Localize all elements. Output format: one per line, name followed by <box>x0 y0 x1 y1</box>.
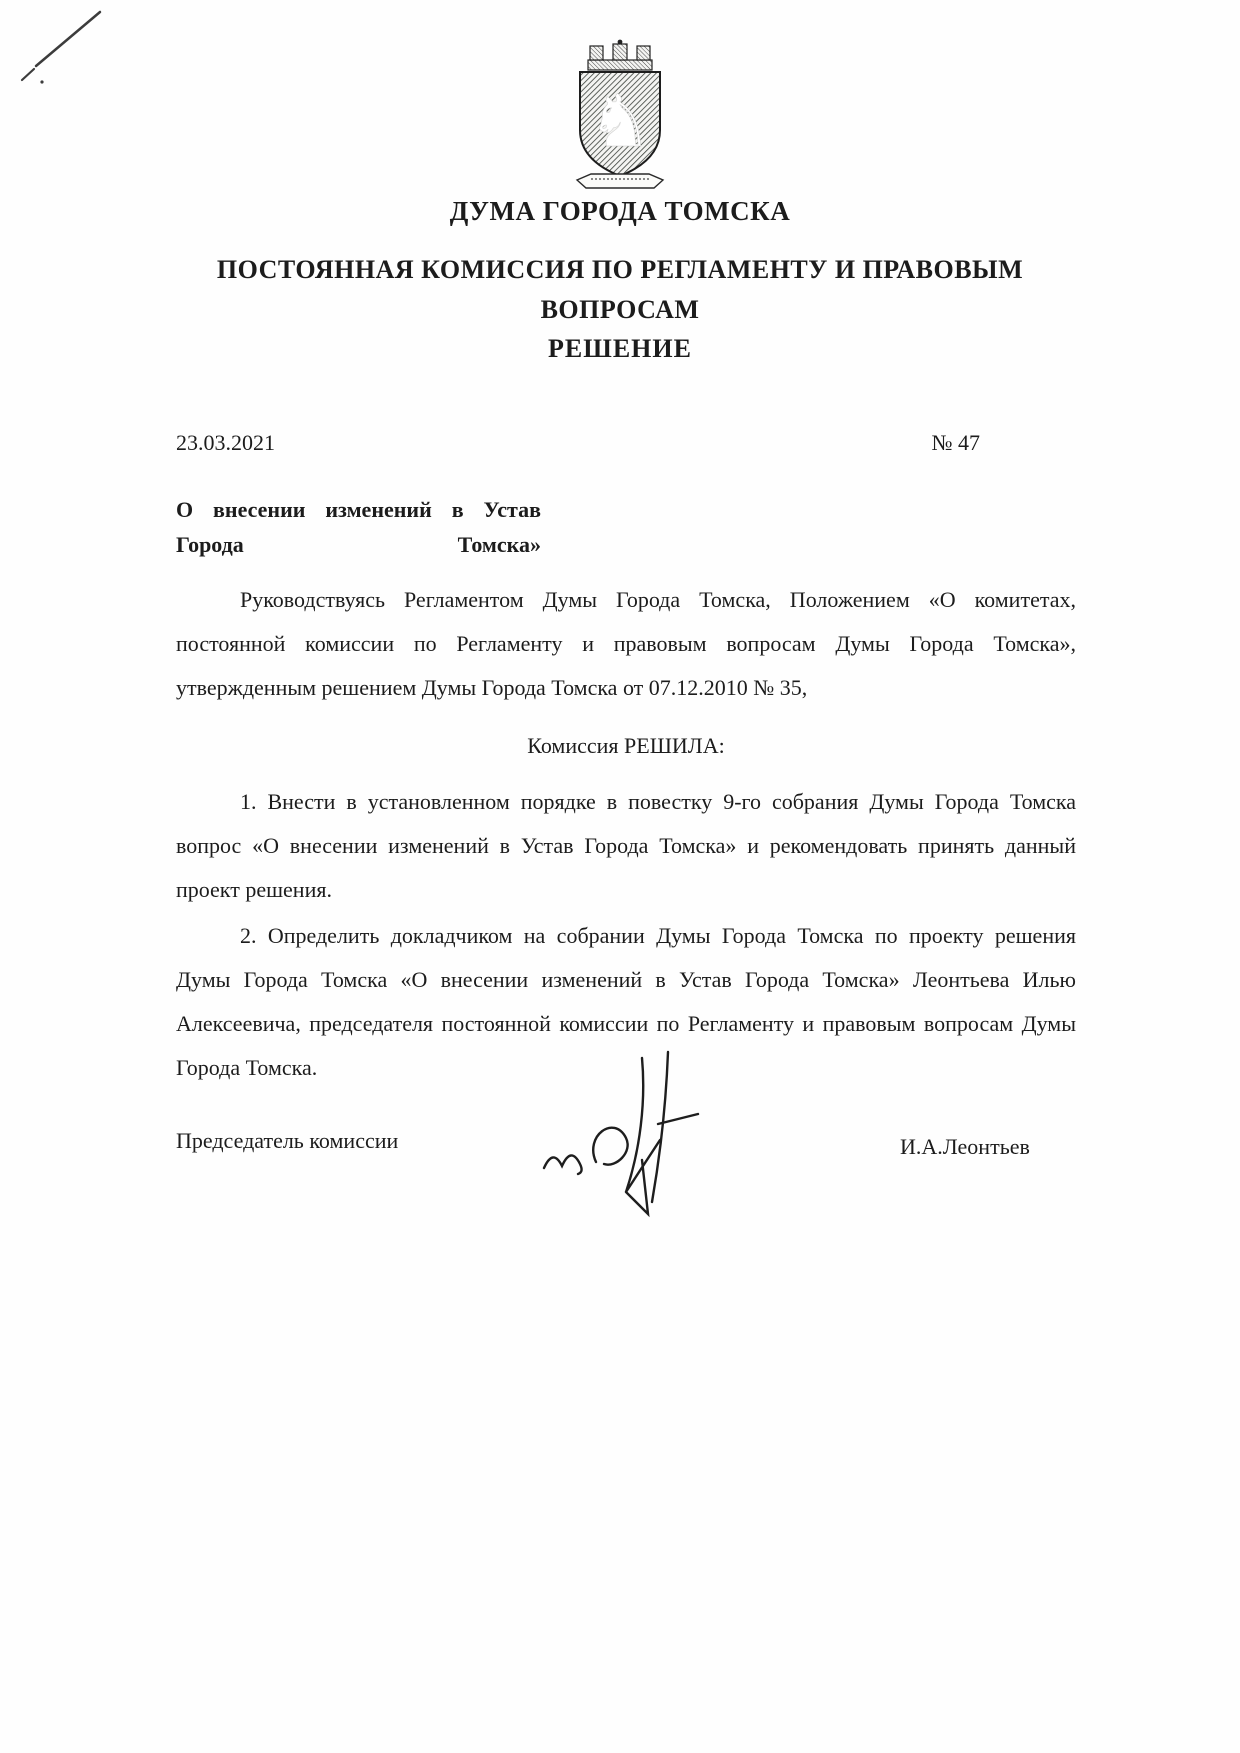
svg-text:♞: ♞ <box>587 79 653 163</box>
doc-type-title: РЕШЕНИЕ <box>548 334 692 363</box>
ribbon-icon <box>577 174 663 188</box>
tomsk-coat-of-arms-icon <box>555 38 685 198</box>
subject-line: О внесении изменений в Устав Города Томска» <box>176 497 541 558</box>
resolved-heading: Комиссия РЕШИЛА: <box>527 733 725 758</box>
signature-block <box>0 1040 1240 1270</box>
preamble-paragraph: Руководствуясь Регламентом Думы Города Томска, Положением «О комитетах, постоянной комиссии по Регламенту и правовым вопросам Думы Города Томска», утвержденным решением Думы Города Томска от 07.12.2010 № 35, <box>176 587 1076 700</box>
doc-date: 23.03.2021 <box>176 430 275 455</box>
meta-row <box>176 430 1075 456</box>
signer-name: И.А.Леонтьев <box>900 1134 1030 1159</box>
doc-number: № 47 <box>931 430 980 455</box>
handwritten-signature-icon <box>530 1040 730 1240</box>
document-body <box>176 578 1076 1092</box>
commission-title: ПОСТОЯННАЯ КОМИССИЯ ПО РЕГЛАМЕНТУ И ПРАВОВЫМ ВОПРОСАМ <box>216 255 1024 325</box>
resolution-item-2: 2. Определить докладчиком на собрании Думы Города Томска по проекту решения Думы Города Томска «О внесении изменений в Устав Города Томска» Леонтьева Илью Алексеевича, председателя постоянной комиссии по Регламенту и правовым вопросам Думы Города Томска. <box>176 923 1076 1080</box>
resolution-item-1: 1. Внести в установленном порядке в повестку 9-го собрания Думы Города Томска вопрос «О внесении изменений в Устав Города Томска» и рекомендовать принять данный проект решения. <box>176 789 1076 902</box>
pen-mark-icon <box>8 4 138 94</box>
signer-title: Председатель комиссии <box>176 1128 399 1153</box>
org-title: ДУМА ГОРОДА ТОМСКА <box>449 196 791 226</box>
crown-icon <box>588 40 652 70</box>
